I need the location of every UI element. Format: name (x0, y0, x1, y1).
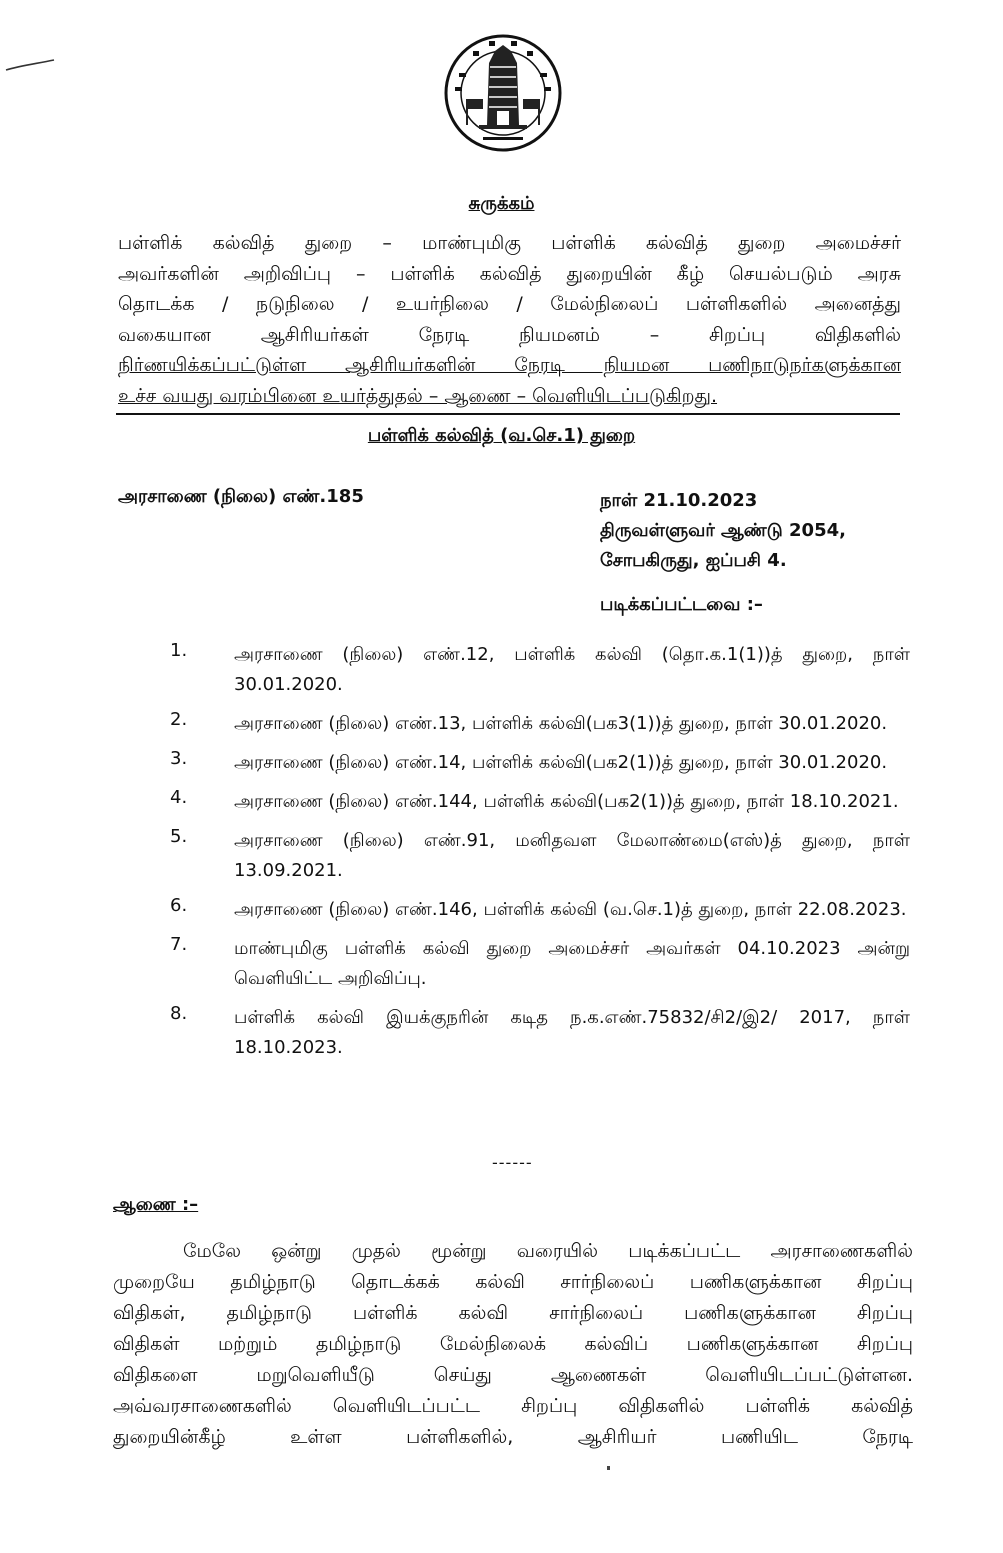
tamil-nadu-emblem-icon (443, 33, 563, 153)
order-line: அவ்வரசாணைகளில் வெளியிடப்பட்ட சிறப்பு விதிகளில் பள்ளிக் கல்வித் (113, 1395, 913, 1417)
order-line: முறையே தமிழ்நாடு தொடக்கக் கல்வி சார்நிலைப் பணிகளுக்கான சிறப்பு (113, 1271, 913, 1293)
reference-number: 6. (170, 895, 188, 916)
summary-line: பள்ளிக் கல்வித் துறை – மாண்புமிகு பள்ளிக் கல்வித் துறை அமைச்சர் (118, 232, 901, 254)
reference-text: அரசாணை (நிலை) எண்.91, மனிதவள மேலாண்மை(எஸ்)த் துறை, நாள் 13.09.2021. (234, 830, 910, 881)
reference-number: 7. (170, 934, 188, 955)
summary-line: உச்ச வயது வரம்பினை உயர்த்துதல் – ஆணை – வெளியிடப்படுகிறது. (118, 384, 718, 407)
order-line: விதிகள் மற்றும் தமிழ்நாடு மேல்நிலைக் கல்விப் பணிகளுக்கான சிறப்பு (113, 1333, 913, 1355)
read-heading: படிக்கப்பட்டவை :– (600, 594, 763, 615)
reference-number: 2. (170, 709, 188, 730)
reference-text: மாண்புமிகு பள்ளிக் கல்வி துறை அமைச்சர் அவர்கள் 04.10.2023 அன்று வெளியிட்ட அறிவிப்பு. (234, 938, 910, 989)
order-line: விதிகளை மறுவெளியீடு செய்து ஆணைகள் வெளியிடப்பட்டுள்ளன. (113, 1364, 913, 1386)
reference-text: அரசாணை (நிலை) எண்.146, பள்ளிக் கல்வி (வ.செ.1)த் துறை, நாள் 22.08.2023. (234, 899, 907, 920)
reference-number: 5. (170, 826, 188, 847)
pen-mark (4, 56, 56, 74)
summary-line: தொடக்க / நடுநிலை / உயர்நிலை / மேல்நிலைப் பள்ளிகளில் அனைத்து (118, 293, 901, 315)
summary-paragraph (118, 228, 901, 411)
summary-line: வகையான ஆசிரியர்கள் நேரடி நியமனம் – சிறப்பு விதிகளில் (118, 323, 901, 346)
reference-item (170, 640, 910, 700)
references-list (170, 640, 910, 1072)
reference-number: 4. (170, 787, 188, 808)
reference-item (170, 934, 910, 994)
date-line: திருவள்ளுவர் ஆண்டு 2054, (600, 520, 846, 541)
date-block (600, 486, 846, 576)
order-line: விதிகள், தமிழ்நாடு பள்ளிக் கல்வி சார்நிலைப் பணிகளுக்கான சிறப்பு (113, 1302, 913, 1324)
order-paragraph (113, 1236, 913, 1453)
reference-item (170, 748, 910, 778)
reference-item (170, 1003, 910, 1063)
separator: ------ (492, 1153, 533, 1172)
summary-heading: சுருக்கம் (468, 193, 535, 214)
reference-text: அரசாணை (நிலை) எண்.13, பள்ளிக் கல்வி(பக3(1))த் துறை, நாள் 30.01.2020. (234, 713, 888, 734)
reference-item (170, 709, 910, 739)
summary-line: நிர்ணயிக்கப்பட்டுள்ள ஆசிரியர்களின் நேரடி நியமன பணிநாடுநர்களுக்கான (118, 354, 901, 376)
reference-text: அரசாணை (நிலை) எண்.14, பள்ளிக் கல்வி(பக2(1))த் துறை, நாள் 30.01.2020. (234, 752, 888, 773)
ink-speck (607, 1466, 610, 1470)
go-number: அரசாணை (நிலை) எண்.185 (118, 486, 364, 507)
reference-item (170, 787, 910, 817)
summary-line: அவர்களின் அறிவிப்பு – பள்ளிக் கல்வித் துறையின் கீழ் செயல்படும் அரசு (118, 262, 901, 285)
reference-text: பள்ளிக் கல்வி இயக்குநரின் கடித ந.க.எண்.75832/சி2/இ2/ 2017, நாள் 18.10.2023. (234, 1007, 910, 1058)
reference-text: அரசாணை (நிலை) எண்.12, பள்ளிக் கல்வி (தொ.க.1(1))த் துறை, நாள் 30.01.2020. (234, 644, 910, 695)
reference-text: அரசாணை (நிலை) எண்.144, பள்ளிக் கல்வி(பக2(1))த் துறை, நாள் 18.10.2021. (234, 791, 899, 812)
order-line: துறையின்கீழ் உள்ள பள்ளிகளில், ஆசிரியர் பணியிட நேரடி (113, 1426, 913, 1448)
department-heading: பள்ளிக் கல்வித் (வ.செ.1) துறை (367, 425, 636, 446)
reference-number: 1. (170, 640, 188, 661)
order-heading: ஆணை :– (113, 1194, 199, 1215)
reference-number: 8. (170, 1003, 188, 1024)
reference-item (170, 826, 910, 886)
reference-number: 3. (170, 748, 188, 769)
order-line: மேலே ஒன்று முதல் மூன்று வரையில் படிக்கப்பட்ட அரசாணைகளில் (183, 1240, 913, 1262)
date-line: நாள் 21.10.2023 (600, 490, 758, 511)
summary-divider (116, 413, 900, 415)
reference-item (170, 895, 910, 925)
date-line: சோபகிருது, ஐப்பசி 4. (600, 550, 787, 571)
